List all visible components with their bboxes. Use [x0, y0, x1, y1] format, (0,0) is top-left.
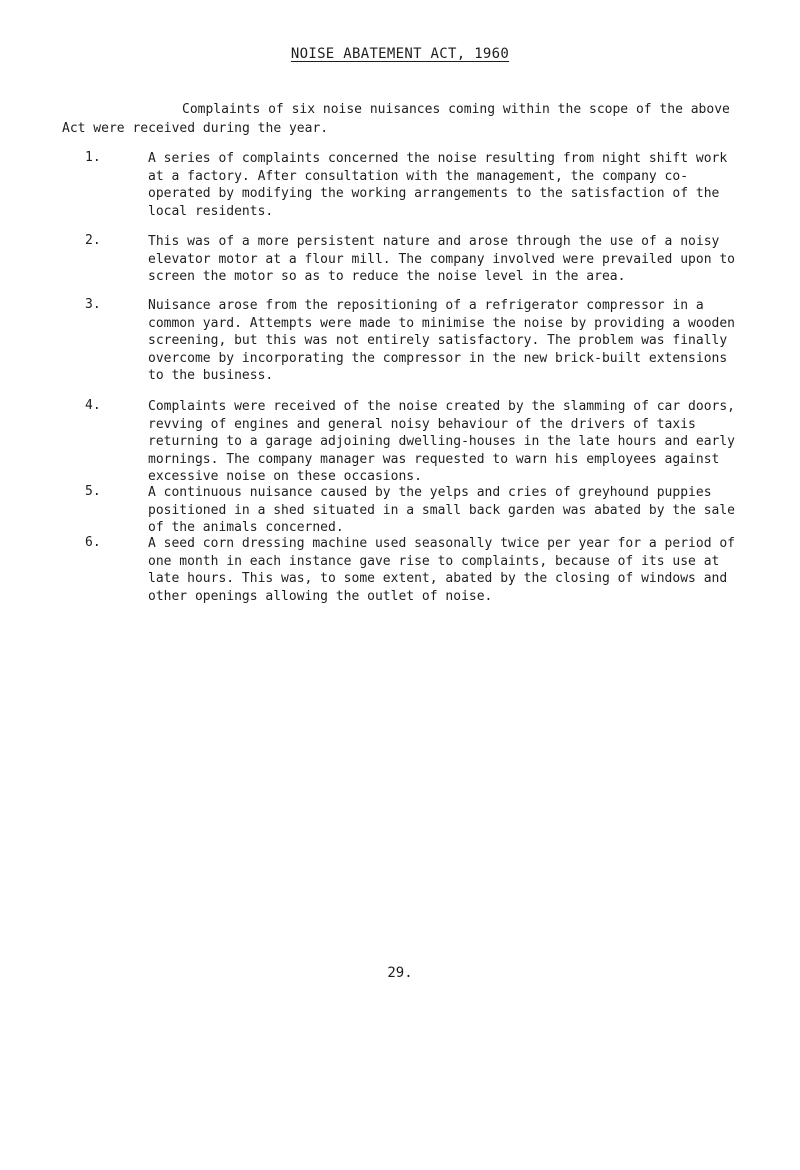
list-item-text: A series of complaints concerned the noise resulting from night shift work at a factory. After consultation with the management, the company co-operated by modifying the working arrangements to the satisfaction of the local residents. — [148, 151, 728, 219]
list-item-text: This was of a more persistent nature and arose through the use of a noisy elevator motor at a flour mill. The company involved were prevailed upon to screen the motor so as to reduce the noise level in the area. — [148, 234, 735, 284]
list-item-number: 6. — [85, 535, 101, 550]
page-title — [0, 46, 800, 62]
page-title-text: NOISE ABATEMENT ACT, 1960 — [290, 46, 510, 62]
intro-paragraph: Complaints of six noise nuisances coming within the scope of the above Act were received during the year. — [62, 102, 730, 136]
list-item-number: 2. — [85, 233, 101, 248]
list-item-text: A seed corn dressing machine used seasonally twice per year for a period of one month in each instance gave rise to complaints, because of its use at late hours. This was, to some extent, abated by the closing of windows and other openings allowing the outlet of noise. — [148, 536, 735, 604]
list-item-number: 1. — [85, 150, 101, 165]
list-item-text: Complaints were received of the noise created by the slamming of car doors, revving of engines and general noisy behaviour of the drivers of taxis returning to a garage adjoining dwelling-houses in the late hours and early mornings. The company manager was requested to warn his employees against excessive noise on these occasions. — [148, 399, 735, 484]
list-item-number: 4. — [85, 398, 101, 413]
list-item-number: 3. — [85, 297, 101, 312]
list-item-number: 5. — [85, 484, 101, 499]
list-item-text: A continuous nuisance caused by the yelps and cries of greyhound puppies positioned in a shed situated in a small back garden was abated by the sale of the animals concerned. — [148, 485, 735, 535]
list-item-text: Nuisance arose from the repositioning of a refrigerator compressor in a common yard. Attempts were made to minimise the noise by providing a wooden screening, but this was not entirely satisfactory. The problem was finally overcome by incorporating the compressor in the new brick-built extensions to the business. — [148, 298, 735, 383]
page-number: 29. — [387, 965, 413, 981]
